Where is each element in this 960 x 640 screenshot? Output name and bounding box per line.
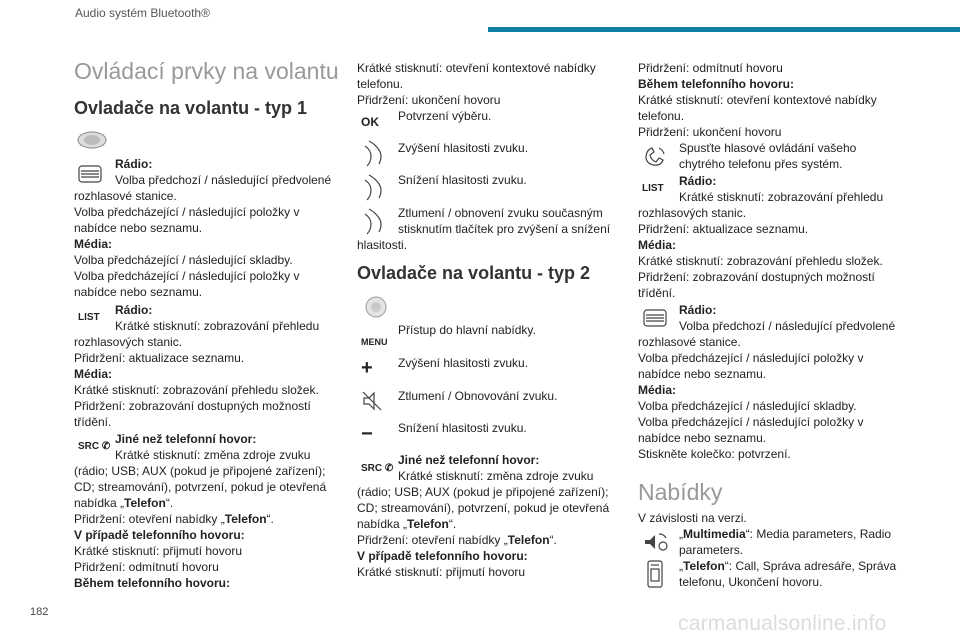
volume-up-block: [357, 140, 619, 156]
steering-control-type1-icon: [76, 130, 110, 154]
text-line: telefonu.: [357, 77, 404, 91]
text-line: stisknutím tlačítek pro zvýšení a snížení: [398, 222, 611, 236]
text-line: parameters.: [679, 543, 744, 557]
text-fragment: “: Call, Správa adresáře, Správa: [724, 559, 897, 573]
multimedia-bold: Multimedia: [683, 527, 746, 541]
header-accent-bar: [488, 27, 960, 32]
text-line: rozhlasových stanic.: [74, 335, 183, 349]
subsection-title-type-2: Ovladače na volantu - typ 2: [357, 263, 591, 283]
list-button-icon: LIST: [642, 183, 664, 194]
telefon-bold: Telefon: [407, 517, 449, 531]
text-line: Volba předchozí / následující předvolené: [679, 319, 896, 333]
plus-block: [357, 355, 619, 371]
page-number: 182: [30, 606, 49, 618]
text-line: Krátké stisknutí: přijmutí hovoru: [357, 565, 526, 579]
text-line: Zvýšení hlasitosti zvuku.: [398, 141, 529, 155]
text-line: (rádio; USB; AUX (pokud je připojené zařízení);: [357, 485, 609, 499]
text-line: Krátké stisknutí: otevření kontextové nabídky: [638, 93, 877, 107]
src-button-block: [74, 431, 336, 591]
radio-heading: Rádio:: [115, 303, 153, 317]
text-fragment: “.: [448, 517, 457, 531]
text-line: chytrého telefonu přes systém.: [679, 157, 843, 171]
text-line: Přidržení: odmítnutí hovoru: [74, 560, 219, 574]
continuation-block: [638, 60, 900, 140]
media-heading: Média:: [74, 237, 113, 251]
src-icon-label: SRC: [78, 441, 100, 452]
call-heading: V případě telefonního hovoru:: [74, 528, 245, 542]
src-phone-button-icon: SRC ✆: [361, 463, 394, 474]
text-line: Zvýšení hlasitosti zvuku.: [398, 356, 529, 370]
telefon-bold: Telefon: [683, 559, 725, 573]
text-fragment: “: Media parameters, Radio: [745, 527, 892, 541]
text-line: nabídce nebo seznamu.: [638, 367, 767, 381]
minus-block: [357, 420, 619, 436]
src-heading: Jiné než telefonní hovor:: [115, 432, 257, 446]
text-line: Volba předcházející / následující skladby.: [74, 253, 293, 267]
radio-heading: Rádio:: [115, 157, 153, 171]
media-heading: Média:: [638, 383, 677, 397]
section-title-menus: Nabídky: [638, 479, 723, 505]
during-call-heading: Během telefonního hovoru:: [638, 77, 794, 91]
telefon-bold: Telefon: [507, 533, 550, 547]
during-call-heading: Během telefonního hovoru:: [74, 576, 230, 590]
text-fragment: “.: [549, 533, 557, 547]
text-line: [679, 558, 900, 574]
text-line: Potvrzení výběru.: [398, 109, 492, 123]
menu-block: [357, 322, 619, 338]
continuation-block: [357, 60, 619, 108]
menu-button-icon: MENU: [361, 337, 388, 347]
text-line: [74, 495, 336, 511]
plus-icon: +: [361, 357, 373, 379]
call-heading: V případě telefonního hovoru:: [357, 549, 528, 563]
ok-button-icon: OK: [361, 115, 379, 129]
media-heading: Média:: [638, 238, 677, 252]
text-line: hlasitosti.: [357, 238, 408, 252]
telefon-bold: Telefon: [224, 512, 267, 526]
text-line: Přidržení: aktualizace seznamu.: [638, 222, 809, 236]
text-line: Stiskněte kolečko: potvrzení.: [638, 447, 791, 461]
telefon-menu-block: [638, 558, 900, 590]
text-fragment: Přidržení: otevření nabídky „: [74, 512, 225, 526]
radio-wheel-block: [638, 302, 900, 462]
text-line: Krátké stisknutí: přijmutí hovoru: [74, 544, 243, 558]
text-line: Krátké stisknutí: zobrazování přehledu: [115, 319, 320, 333]
section-title-controls: Ovládací prvky na volantu: [74, 58, 339, 84]
text-line: Krátké stisknutí: zobrazování přehledu složek.: [74, 383, 319, 397]
text-line: Snížení hlasitosti zvuku.: [398, 173, 527, 187]
volume-down-block: [357, 172, 619, 188]
subsection-title-type-1: Ovladače na volantu - typ 1: [74, 98, 308, 118]
mute-block: [357, 205, 619, 253]
running-header: Audio systém Bluetooth®: [75, 6, 210, 20]
media-heading: Média:: [74, 367, 113, 381]
text-line: Volba předcházející / následující skladby.: [638, 399, 857, 413]
text-fragment: “.: [266, 512, 274, 526]
text-line: Volba předcházející / následující položky v: [74, 269, 300, 283]
voice-block: [638, 140, 900, 172]
radio-heading: Rádio:: [679, 174, 717, 188]
text-line: Přidržení: aktualizace seznamu.: [74, 351, 245, 365]
text-line: Ztlumení / obnovení zvuku současným: [398, 206, 603, 220]
text-line: třídění.: [638, 286, 676, 300]
text-line: CD; streamování), potvrzení, pokud je otevřená: [357, 501, 610, 515]
text-line: nabídce nebo seznamu.: [74, 221, 203, 235]
text-line: Přístup do hlavní nabídky.: [398, 323, 536, 337]
watermark: carmanualsonline.info: [678, 612, 887, 635]
src-icon-label: SRC: [361, 463, 383, 474]
text-line: telefonu, Ukončení hovoru.: [679, 575, 823, 589]
text-line: nabídce nebo seznamu.: [638, 431, 767, 445]
text-line: Přidržení: ukončení hovoru: [638, 125, 782, 139]
src-phone-button-icon: SRC ✆: [78, 441, 111, 452]
text-line: V závislosti na verzi.: [638, 511, 747, 525]
text-line: rozhlasových stanic.: [638, 206, 747, 220]
text-fragment: “.: [165, 496, 174, 510]
text-line: Spusťte hlasové ovládání vašeho: [679, 141, 857, 155]
radio-heading: Rádio:: [679, 303, 717, 317]
text-line: Přidržení: zobrazování dostupných možností: [74, 399, 311, 413]
text-line: Snížení hlasitosti zvuku.: [398, 421, 527, 435]
text-line: Krátké stisknutí: zobrazování přehledu: [679, 190, 884, 204]
text-line: (rádio; USB; AUX (pokud je připojené zařízení);: [74, 464, 326, 478]
menus-intro: [638, 510, 900, 526]
text-line: [679, 526, 900, 542]
text-line: telefonu.: [638, 109, 685, 123]
telefon-bold: Telefon: [124, 496, 166, 510]
text-line: Volba předcházející / následující položky v: [74, 205, 300, 219]
text-line: Přidržení: zobrazování dostupných možností: [638, 270, 875, 284]
text-line: rozhlasové stanice.: [638, 335, 741, 349]
text-line: Přidržení: ukončení hovoru: [357, 93, 501, 107]
radio-wheel-block: [74, 156, 336, 300]
text-line: [357, 532, 619, 548]
text-fragment: Přidržení: otevření nabídky „: [357, 533, 508, 547]
text-line: [357, 516, 619, 532]
text-fragment: nabídka „: [357, 517, 408, 531]
text-fragment: „: [679, 559, 683, 573]
ok-block: [357, 108, 619, 124]
src2-block: [357, 452, 619, 580]
text-line: nabídce nebo seznamu.: [74, 285, 203, 299]
list-button-icon: LIST: [78, 312, 100, 323]
text-line: třídění.: [74, 415, 112, 429]
multimedia-menu-block: [638, 526, 900, 558]
list-button-block: [74, 302, 336, 430]
text-line: CD; streamování), potvrzení, pokud je otevřená: [74, 480, 327, 494]
text-line: Ztlumení / Obnovování zvuku.: [398, 389, 558, 403]
text-line: Krátké stisknutí: změna zdroje zvuku: [115, 448, 311, 462]
list-button-block: [638, 173, 900, 301]
minus-icon: −: [361, 423, 373, 445]
text-line: Krátké stisknutí: otevření kontextové nabídky: [357, 61, 596, 75]
text-line: Volba předcházející / následující položky v: [638, 415, 864, 429]
text-line: Přidržení: odmítnutí hovoru: [638, 61, 783, 75]
text-line: rozhlasové stanice.: [74, 189, 177, 203]
text-line: Krátké stisknutí: zobrazování přehledu složek.: [638, 254, 883, 268]
text-line: Krátké stisknutí: změna zdroje zvuku: [398, 469, 594, 483]
text-line: Volba předchozí / následující předvolené: [115, 173, 332, 187]
mute2-block: [357, 388, 619, 404]
text-line: [74, 511, 336, 527]
text-fragment: nabídka „: [74, 496, 125, 510]
src-heading: Jiné než telefonní hovor:: [398, 453, 540, 467]
text-line: Volba předcházející / následující položky v: [638, 351, 864, 365]
steering-control-type2-icon: [361, 296, 395, 322]
text-fragment: „: [679, 527, 683, 541]
